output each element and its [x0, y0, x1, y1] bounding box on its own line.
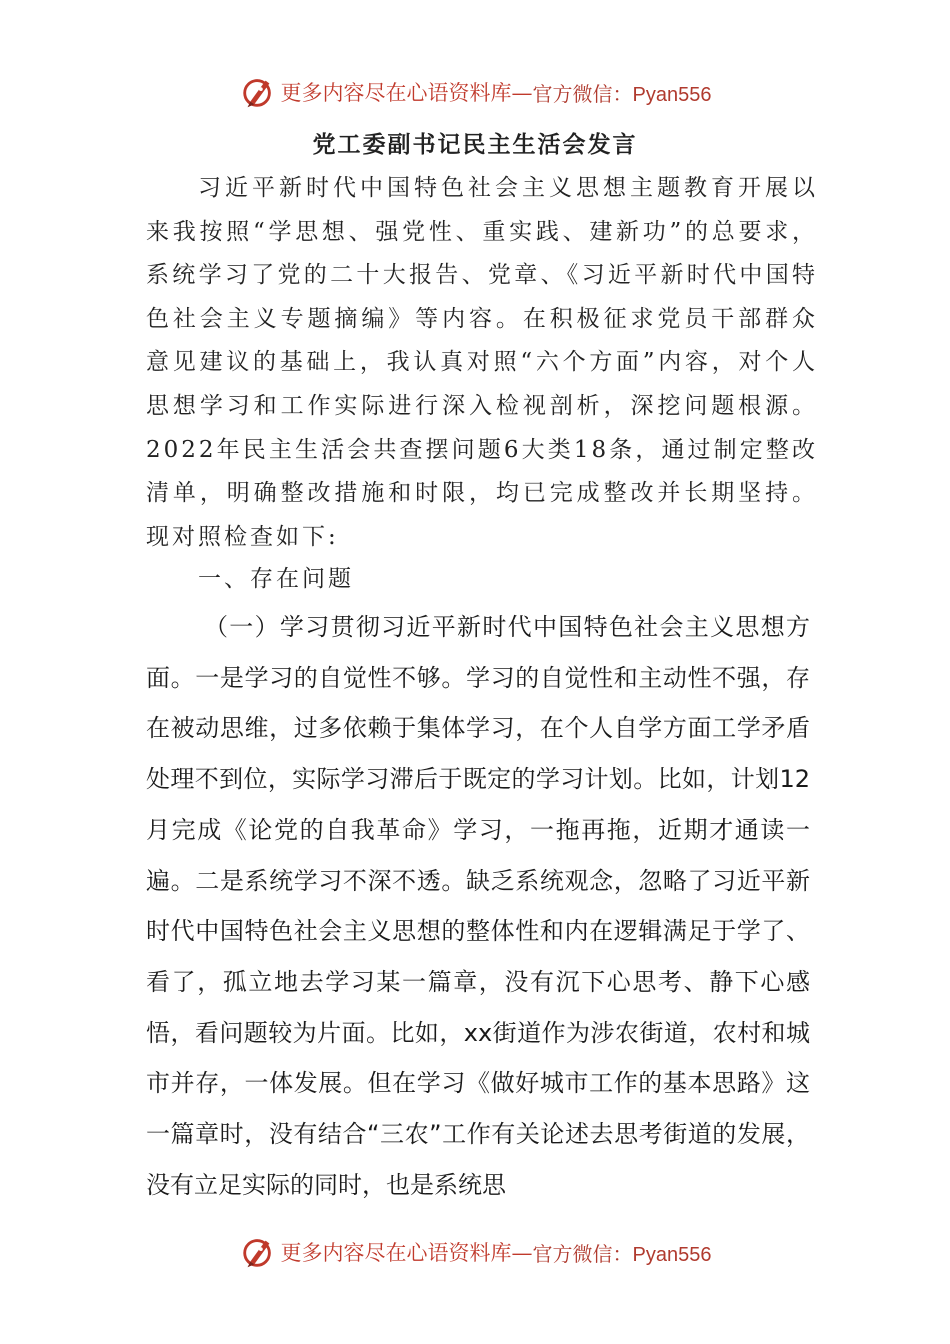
watermark-promo-text: 更多内容尽在心语资料库— — [280, 81, 533, 105]
watermark-wechat-text: 官方微信：Pyan556 — [532, 1243, 712, 1266]
watermark-wechat-text: 官方微信：Pyan556 — [532, 83, 712, 106]
watermark-promo-text: 更多内容尽在心语资料库— — [280, 1241, 533, 1265]
pen-logo-icon — [239, 73, 277, 111]
intro-paragraph: 习近平新时代中国特色社会主义思想主题教育开展以来我按照“学思想、强党性、重实践、建新功”的总要求，系统学习了党的二十大报告、党章、《习近平新时代中国特色社会主义专题摘编》等内容。在积极征求党员干部群众意见建议的基础上，我认真对照“六个方面”内容，对个人思想学习和工作实际进行深入检视剖析，深挖问题根源。2022年民主生活会共查摆问题6大类18条，通过制定整改清单，明确整改措施和时限，均已完成整改并长期坚持。现对照检查如下: — [146, 175, 818, 550]
watermark-banner-bottom — [0, 1230, 950, 1274]
document-title: 党工委副书记民主生活会发言 — [312, 131, 638, 158]
pen-logo-icon — [239, 1233, 277, 1271]
section-heading: 一、存在问题 — [198, 566, 354, 592]
section-paragraph: （一）学习贯彻习近平新时代中国特色社会主义思想方面。一是学习的自觉性不够。学习的自觉性和主动性不强，存在被动思维，过多依赖于集体学习，在个人自学方面工学矛盾处理不到位，实际学习滞后于既定的学习计划。比如，计划12月完成《论党的自我革命》学习，一拖再拖，近期才通读一遍。二是系统学习不深不透。缺乏系统观念，忽略了习近平新时代中国特色社会主义思想的整体性和内在逻辑满足于学了、看了，孤立地去学习某一篇章，没有沉下心思考、静下心感悟，看问题较为片面。比如，xx街道作为涉农街道，农村和城市并存，一体发展。但在学习《做好城市工作的基本思路》这一篇章时，没有结合“三农”工作有关论述去思考街道的发展，没有立足实际的同时，也是系统思 — [146, 613, 810, 1199]
watermark-banner-top — [0, 70, 950, 114]
